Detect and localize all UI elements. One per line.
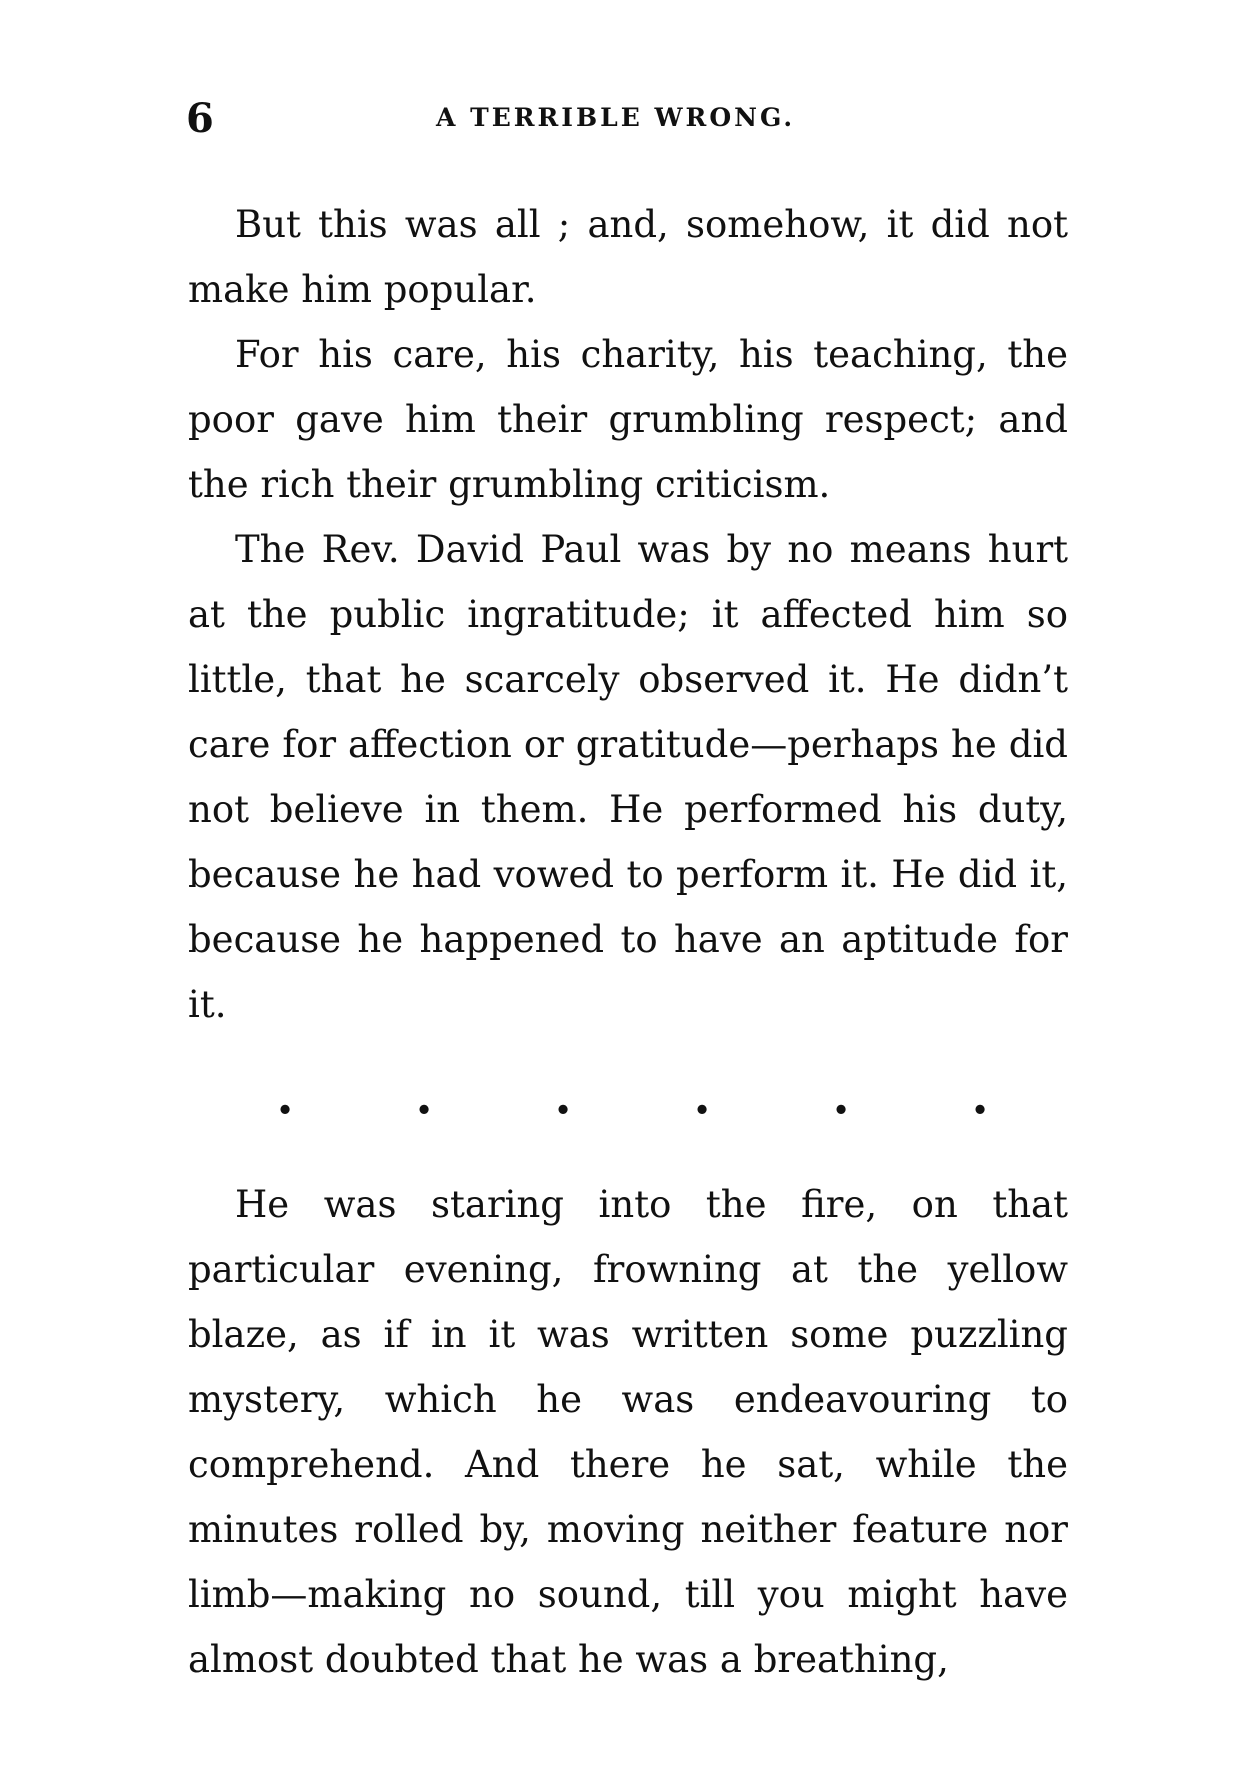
text-block-one xyxy=(188,192,1068,1037)
paragraph: For his care, his charity, his teaching, the poor gave him their grumbling respect; and the rich their grumbling criticism. xyxy=(188,333,1068,506)
section-break-mark: • xyxy=(415,1096,433,1126)
section-break-mark: • xyxy=(832,1096,850,1126)
page-number: 6 xyxy=(186,95,215,142)
section-break-mark: • xyxy=(693,1096,711,1126)
section-break-mark: • xyxy=(971,1096,989,1126)
paragraph: He was staring into the fire, on that particular evening, frowning at the yellow blaze, as if in it was written some puzzling mystery, which he was endeavouring to comprehend. And there he sat, while the minutes rolled by, moving neither feature nor limb—making no sound, till you might have almost doubted that he was a breathing, xyxy=(188,1183,1068,1681)
section-break-mark: • xyxy=(276,1096,294,1126)
running-title: A TERRIBLE WRONG. xyxy=(436,103,796,132)
paragraph: But this was all ; and, somehow, it did not make him popular. xyxy=(188,203,1068,311)
section-break-mark: • xyxy=(554,1096,572,1126)
section-break xyxy=(270,1096,995,1126)
paragraph: The Rev. David Paul was by no means hurt at the public ingratitude; it affected him so little, that he scarcely observed it. He didn’t care for affection or gratitude—perhaps he did not believe in them. He performed his duty, because he had vowed to perform it. He did it, because he happened to have an aptitude for it. xyxy=(188,528,1068,1026)
text-block-two xyxy=(188,1172,1068,1692)
